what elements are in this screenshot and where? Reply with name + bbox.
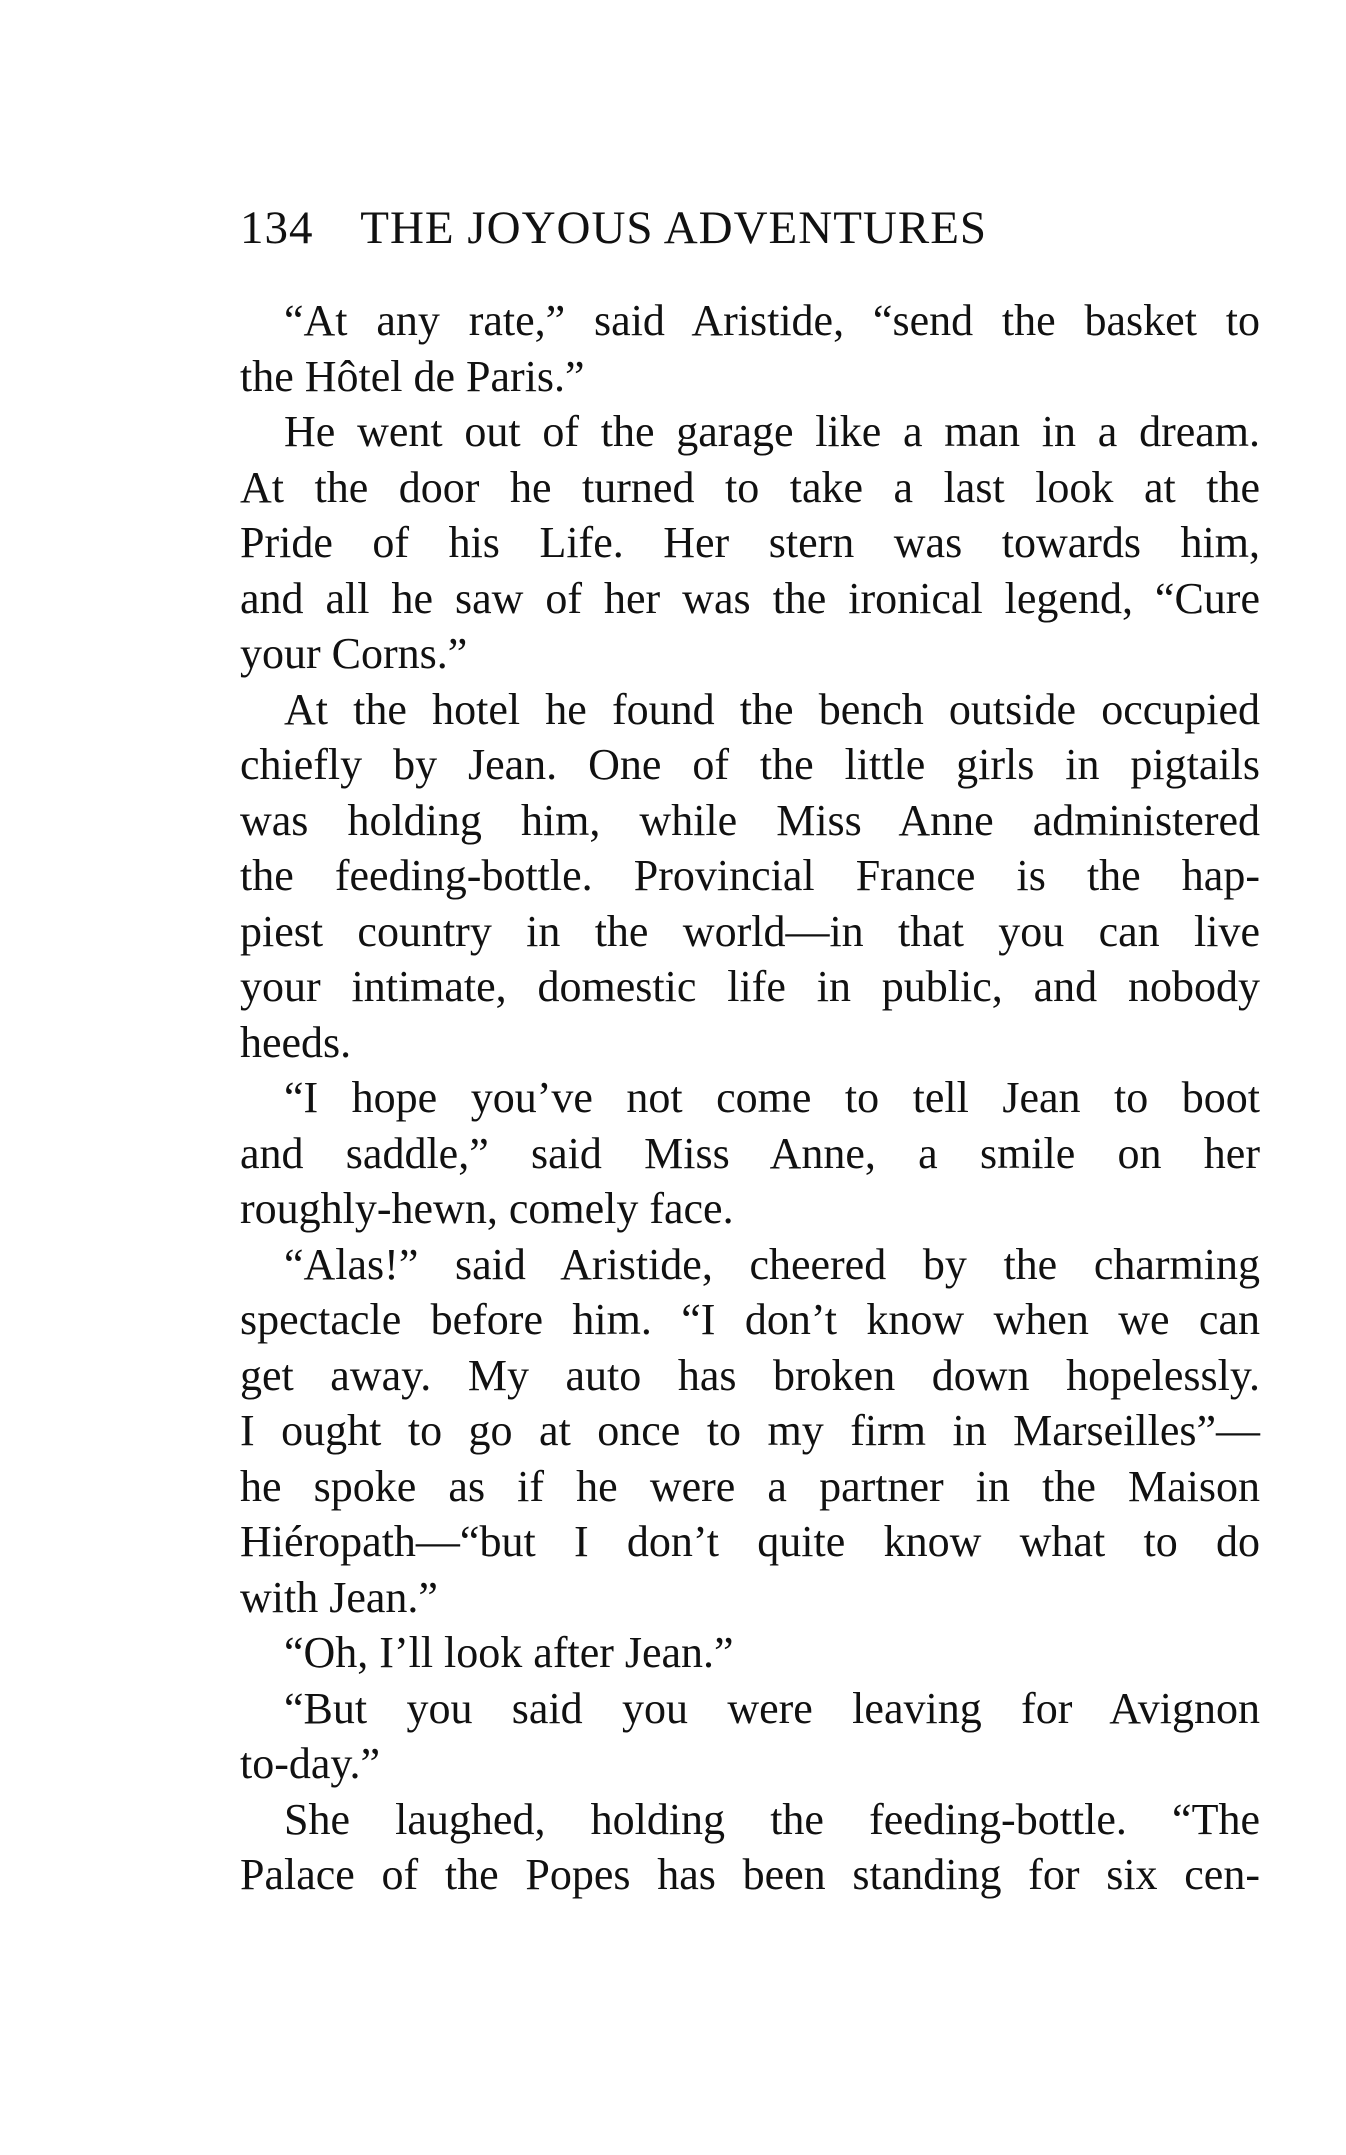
text-line: At the hotel he found the bench outside occupied xyxy=(284,684,1260,734)
page-number: 134 xyxy=(240,202,314,254)
text-line: and saddle,” said Miss Anne, a smile on her xyxy=(240,1128,1260,1178)
text-line: “I hope you’ve not come to tell Jean to boot xyxy=(284,1073,1260,1122)
text-line: He went out of the garage like a man in a dream. xyxy=(284,407,1260,456)
text-line: piest country in the world—in that you can live xyxy=(240,906,1260,956)
running-title: THE JOYOUS ADVENTURES xyxy=(360,202,988,254)
text-line: “Alas!” said Aristide, cheered by the charming xyxy=(284,1239,1260,1289)
text-line: to-day.” xyxy=(240,1739,381,1788)
text-line: She laughed, holding the feeding-bottle. “The xyxy=(284,1794,1260,1844)
text-line: Palace of the Popes has been standing for six cen- xyxy=(240,1850,1260,1899)
text-line: get away. My auto has broken down hopelessly. xyxy=(240,1350,1260,1400)
text-line: At the door he turned to take a last look at the xyxy=(240,462,1260,512)
text-line: the Hôtel de Paris.” xyxy=(240,351,585,401)
text-line: with Jean.” xyxy=(240,1572,438,1622)
text-line: roughly-hewn, comely face. xyxy=(240,1184,734,1233)
page-header xyxy=(240,198,1260,258)
text-line: he spoke as if he were a partner in the Maison xyxy=(240,1461,1260,1511)
text-line: the feeding-bottle. Provincial France is the hap- xyxy=(240,851,1260,900)
body-text xyxy=(240,293,1260,1903)
text-line: “But you said you were leaving for Avignon xyxy=(284,1683,1260,1733)
text-line: and all he saw of her was the ironical legend, “Cure xyxy=(240,573,1260,623)
text-line: chiefly by Jean. One of the little girls in pigtails xyxy=(240,740,1260,789)
text-line: I ought to go at once to my firm in Marseilles”— xyxy=(240,1406,1260,1455)
text-line: heeds. xyxy=(240,1017,352,1067)
text-line: your intimate, domestic life in public, and nobody xyxy=(240,962,1260,1011)
text-line: your Corns.” xyxy=(240,629,468,678)
text-line: spectacle before him. “I don’t know when we can xyxy=(240,1295,1260,1344)
text-line: Hiéropath—“but I don’t quite know what to do xyxy=(240,1517,1260,1566)
text-line: “Oh, I’ll look after Jean.” xyxy=(284,1628,734,1677)
text-line: “At any rate,” said Aristide, “send the basket to xyxy=(284,296,1260,345)
text-line: was holding him, while Miss Anne administered xyxy=(240,795,1260,845)
text-line: Pride of his Life. Her stern was towards him, xyxy=(240,518,1260,567)
